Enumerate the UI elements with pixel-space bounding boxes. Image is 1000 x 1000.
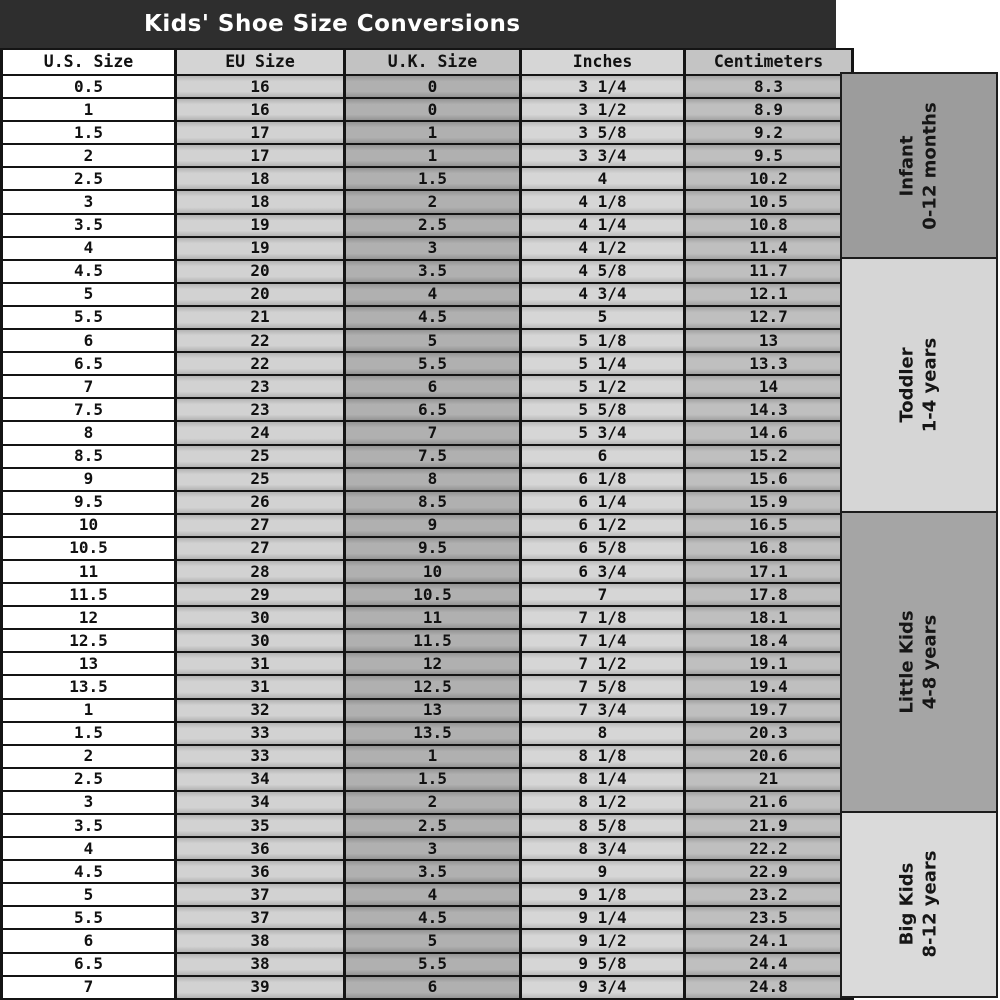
cell-centimeters: 19.1	[685, 652, 853, 675]
cell-centimeters: 15.6	[685, 468, 853, 491]
cell-u-k-size: 6	[345, 976, 521, 999]
cell-u-s-size: 0.5	[2, 75, 176, 98]
cell-inches: 8 1/2	[521, 791, 685, 814]
cell-u-k-size: 11.5	[345, 629, 521, 652]
cell-inches: 5 1/4	[521, 352, 685, 375]
cell-u-k-size: 3	[345, 837, 521, 860]
cell-u-s-size: 2	[2, 745, 176, 768]
cell-inches: 8 3/4	[521, 837, 685, 860]
cell-u-k-size: 1.5	[345, 768, 521, 791]
cell-u-s-size: 11.5	[2, 583, 176, 606]
cell-u-s-size: 6	[2, 329, 176, 352]
cell-eu-size: 33	[176, 745, 345, 768]
cell-centimeters: 16.5	[685, 514, 853, 537]
cell-u-k-size: 10.5	[345, 583, 521, 606]
cell-eu-size: 19	[176, 214, 345, 237]
cell-u-k-size: 2.5	[345, 814, 521, 837]
cell-centimeters: 17.1	[685, 560, 853, 583]
cell-u-k-size: 6.5	[345, 398, 521, 421]
cell-centimeters: 12.7	[685, 306, 853, 329]
table-row	[2, 976, 853, 999]
cell-centimeters: 14.3	[685, 398, 853, 421]
cell-inches: 7 1/2	[521, 652, 685, 675]
cell-centimeters: 21.9	[685, 814, 853, 837]
table-row	[2, 468, 853, 491]
cell-inches: 5	[521, 306, 685, 329]
cell-u-s-size: 4.5	[2, 860, 176, 883]
table-row	[2, 560, 853, 583]
cell-eu-size: 30	[176, 606, 345, 629]
table-row	[2, 514, 853, 537]
cell-eu-size: 33	[176, 722, 345, 745]
table-row	[2, 860, 853, 883]
cell-u-k-size: 0	[345, 75, 521, 98]
table-row	[2, 491, 853, 514]
cell-centimeters: 19.7	[685, 699, 853, 722]
table-row	[2, 144, 853, 167]
cell-u-s-size: 10.5	[2, 537, 176, 560]
cell-inches: 4	[521, 167, 685, 190]
cell-centimeters: 24.4	[685, 953, 853, 976]
cell-centimeters: 21	[685, 768, 853, 791]
cell-u-s-size: 6.5	[2, 953, 176, 976]
cell-inches: 5 3/4	[521, 421, 685, 444]
cell-u-s-size: 5	[2, 283, 176, 306]
table-row	[2, 421, 853, 444]
table-row	[2, 445, 853, 468]
cell-u-s-size: 3	[2, 791, 176, 814]
cell-inches: 6	[521, 445, 685, 468]
cell-inches: 3 1/2	[521, 98, 685, 121]
cell-u-k-size: 8.5	[345, 491, 521, 514]
cell-u-k-size: 5.5	[345, 953, 521, 976]
cell-u-k-size: 3.5	[345, 260, 521, 283]
cell-eu-size: 23	[176, 398, 345, 421]
cell-inches: 4 3/4	[521, 283, 685, 306]
cell-u-s-size: 1	[2, 699, 176, 722]
cell-u-s-size: 7	[2, 976, 176, 999]
table-row	[2, 768, 853, 791]
age-band-label: Big Kids 8-12 years	[896, 850, 941, 958]
cell-eu-size: 32	[176, 699, 345, 722]
cell-u-s-size: 4	[2, 237, 176, 260]
cell-inches: 4 1/8	[521, 190, 685, 213]
cell-eu-size: 38	[176, 953, 345, 976]
cell-inches: 6 1/4	[521, 491, 685, 514]
cell-u-k-size: 9	[345, 514, 521, 537]
cell-centimeters: 10.2	[685, 167, 853, 190]
table-row	[2, 791, 853, 814]
cell-centimeters: 10.8	[685, 214, 853, 237]
cell-u-s-size: 3.5	[2, 214, 176, 237]
cell-inches: 4 1/2	[521, 237, 685, 260]
age-band-little-kids	[840, 511, 998, 813]
cell-u-s-size: 7	[2, 375, 176, 398]
cell-eu-size: 38	[176, 929, 345, 952]
cell-eu-size: 22	[176, 329, 345, 352]
cell-eu-size: 36	[176, 860, 345, 883]
cell-u-s-size: 10	[2, 514, 176, 537]
age-band-toddler	[840, 257, 998, 513]
cell-u-k-size: 1	[345, 144, 521, 167]
cell-u-k-size: 1	[345, 121, 521, 144]
column-header-eu-size: EU Size	[176, 49, 345, 75]
cell-centimeters: 15.2	[685, 445, 853, 468]
cell-centimeters: 23.2	[685, 883, 853, 906]
cell-inches: 8 5/8	[521, 814, 685, 837]
cell-eu-size: 19	[176, 237, 345, 260]
table-row	[2, 98, 853, 121]
table-row	[2, 837, 853, 860]
cell-eu-size: 24	[176, 421, 345, 444]
table-body	[2, 75, 853, 999]
cell-u-k-size: 8	[345, 468, 521, 491]
cell-centimeters: 9.2	[685, 121, 853, 144]
cell-centimeters: 22.9	[685, 860, 853, 883]
cell-u-s-size: 5.5	[2, 906, 176, 929]
age-band-label: Toddler 1-4 years	[896, 337, 941, 433]
cell-centimeters: 23.5	[685, 906, 853, 929]
cell-centimeters: 9.5	[685, 144, 853, 167]
age-band-big-kids	[840, 811, 998, 998]
cell-inches: 5 1/2	[521, 375, 685, 398]
cell-u-s-size: 9	[2, 468, 176, 491]
cell-u-s-size: 2.5	[2, 167, 176, 190]
table-row	[2, 652, 853, 675]
cell-u-k-size: 6	[345, 375, 521, 398]
table-row	[2, 214, 853, 237]
cell-u-k-size: 11	[345, 606, 521, 629]
cell-eu-size: 18	[176, 167, 345, 190]
cell-centimeters: 24.1	[685, 929, 853, 952]
cell-eu-size: 31	[176, 675, 345, 698]
cell-inches: 6 5/8	[521, 537, 685, 560]
table-row	[2, 629, 853, 652]
table-row	[2, 75, 853, 98]
table-row	[2, 722, 853, 745]
cell-eu-size: 26	[176, 491, 345, 514]
cell-u-k-size: 3.5	[345, 860, 521, 883]
cell-inches: 7 1/4	[521, 629, 685, 652]
cell-inches: 8	[521, 722, 685, 745]
cell-u-k-size: 4	[345, 283, 521, 306]
cell-u-k-size: 5	[345, 329, 521, 352]
age-band-label: Infant 0-12 months	[896, 101, 941, 230]
table-row	[2, 953, 853, 976]
cell-u-k-size: 5.5	[345, 352, 521, 375]
cell-centimeters: 18.1	[685, 606, 853, 629]
cell-u-k-size: 1	[345, 745, 521, 768]
cell-centimeters: 20.3	[685, 722, 853, 745]
cell-u-k-size: 7	[345, 421, 521, 444]
table-row	[2, 675, 853, 698]
cell-inches: 9 1/8	[521, 883, 685, 906]
table-row	[2, 906, 853, 929]
table-row	[2, 190, 853, 213]
cell-inches: 8 1/8	[521, 745, 685, 768]
cell-u-s-size: 3.5	[2, 814, 176, 837]
cell-eu-size: 18	[176, 190, 345, 213]
cell-u-k-size: 2.5	[345, 214, 521, 237]
cell-u-k-size: 10	[345, 560, 521, 583]
cell-u-k-size: 13.5	[345, 722, 521, 745]
cell-centimeters: 15.9	[685, 491, 853, 514]
cell-centimeters: 21.6	[685, 791, 853, 814]
cell-inches: 5 1/8	[521, 329, 685, 352]
age-group-column	[840, 72, 998, 998]
cell-eu-size: 34	[176, 768, 345, 791]
cell-inches: 6 1/8	[521, 468, 685, 491]
table-row	[2, 398, 853, 421]
table-row	[2, 167, 853, 190]
cell-eu-size: 25	[176, 468, 345, 491]
cell-u-s-size: 13.5	[2, 675, 176, 698]
cell-u-k-size: 12.5	[345, 675, 521, 698]
table-row	[2, 352, 853, 375]
cell-u-k-size: 4.5	[345, 306, 521, 329]
column-header-inches: Inches	[521, 49, 685, 75]
cell-eu-size: 29	[176, 583, 345, 606]
table-row	[2, 121, 853, 144]
cell-eu-size: 23	[176, 375, 345, 398]
table-row	[2, 329, 853, 352]
cell-centimeters: 14.6	[685, 421, 853, 444]
cell-eu-size: 39	[176, 976, 345, 999]
cell-centimeters: 14	[685, 375, 853, 398]
cell-eu-size: 30	[176, 629, 345, 652]
cell-inches: 5 5/8	[521, 398, 685, 421]
cell-u-k-size: 5	[345, 929, 521, 952]
cell-inches: 6 1/2	[521, 514, 685, 537]
cell-inches: 9 1/4	[521, 906, 685, 929]
cell-u-s-size: 4.5	[2, 260, 176, 283]
cell-inches: 7 5/8	[521, 675, 685, 698]
table-row	[2, 606, 853, 629]
cell-u-k-size: 1.5	[345, 167, 521, 190]
cell-u-k-size: 2	[345, 791, 521, 814]
conversion-table	[0, 48, 854, 1000]
cell-inches: 9 3/4	[521, 976, 685, 999]
cell-centimeters: 19.4	[685, 675, 853, 698]
cell-eu-size: 22	[176, 352, 345, 375]
cell-eu-size: 27	[176, 537, 345, 560]
cell-centimeters: 24.8	[685, 976, 853, 999]
cell-eu-size: 25	[176, 445, 345, 468]
table-header-row	[2, 49, 853, 75]
cell-inches: 3 1/4	[521, 75, 685, 98]
cell-u-s-size: 12	[2, 606, 176, 629]
title-bar	[0, 0, 836, 48]
cell-u-s-size: 13	[2, 652, 176, 675]
cell-eu-size: 35	[176, 814, 345, 837]
cell-u-s-size: 6.5	[2, 352, 176, 375]
age-band-label: Little Kids 4-8 years	[896, 610, 941, 714]
cell-u-s-size: 4	[2, 837, 176, 860]
cell-u-k-size: 7.5	[345, 445, 521, 468]
cell-centimeters: 20.6	[685, 745, 853, 768]
cell-eu-size: 20	[176, 260, 345, 283]
cell-centimeters: 22.2	[685, 837, 853, 860]
cell-inches: 9 1/2	[521, 929, 685, 952]
table-row	[2, 929, 853, 952]
cell-centimeters: 8.9	[685, 98, 853, 121]
cell-u-k-size: 4.5	[345, 906, 521, 929]
column-header-u-s-size: U.S. Size	[2, 49, 176, 75]
cell-eu-size: 16	[176, 98, 345, 121]
cell-eu-size: 27	[176, 514, 345, 537]
cell-inches: 6 3/4	[521, 560, 685, 583]
cell-eu-size: 21	[176, 306, 345, 329]
cell-u-k-size: 0	[345, 98, 521, 121]
cell-inches: 7 1/8	[521, 606, 685, 629]
cell-u-k-size: 2	[345, 190, 521, 213]
table-header	[2, 49, 853, 75]
cell-eu-size: 20	[176, 283, 345, 306]
cell-inches: 8 1/4	[521, 768, 685, 791]
cell-u-k-size: 9.5	[345, 537, 521, 560]
cell-u-s-size: 1.5	[2, 121, 176, 144]
cell-u-s-size: 3	[2, 190, 176, 213]
table-row	[2, 260, 853, 283]
cell-centimeters: 12.1	[685, 283, 853, 306]
cell-inches: 7	[521, 583, 685, 606]
table-row	[2, 883, 853, 906]
cell-u-k-size: 13	[345, 699, 521, 722]
table-row	[2, 699, 853, 722]
cell-u-s-size: 7.5	[2, 398, 176, 421]
table-row	[2, 283, 853, 306]
cell-u-s-size: 11	[2, 560, 176, 583]
cell-u-k-size: 3	[345, 237, 521, 260]
cell-centimeters: 16.8	[685, 537, 853, 560]
cell-inches: 9 5/8	[521, 953, 685, 976]
cell-centimeters: 13	[685, 329, 853, 352]
cell-eu-size: 17	[176, 121, 345, 144]
cell-inches: 4 1/4	[521, 214, 685, 237]
table-row	[2, 537, 853, 560]
cell-inches: 3 3/4	[521, 144, 685, 167]
cell-centimeters: 18.4	[685, 629, 853, 652]
table-row	[2, 814, 853, 837]
table-row	[2, 745, 853, 768]
cell-u-s-size: 5	[2, 883, 176, 906]
cell-u-s-size: 8.5	[2, 445, 176, 468]
cell-eu-size: 37	[176, 883, 345, 906]
cell-centimeters: 17.8	[685, 583, 853, 606]
cell-u-s-size: 2	[2, 144, 176, 167]
table-row	[2, 583, 853, 606]
cell-eu-size: 17	[176, 144, 345, 167]
cell-u-s-size: 1.5	[2, 722, 176, 745]
cell-centimeters: 13.3	[685, 352, 853, 375]
cell-centimeters: 10.5	[685, 190, 853, 213]
cell-u-s-size: 2.5	[2, 768, 176, 791]
cell-centimeters: 11.4	[685, 237, 853, 260]
cell-u-s-size: 12.5	[2, 629, 176, 652]
cell-inches: 7 3/4	[521, 699, 685, 722]
table-row	[2, 237, 853, 260]
cell-inches: 4 5/8	[521, 260, 685, 283]
column-header-centimeters: Centimeters	[685, 49, 853, 75]
cell-eu-size: 16	[176, 75, 345, 98]
column-header-u-k-size: U.K. Size	[345, 49, 521, 75]
cell-inches: 9	[521, 860, 685, 883]
cell-eu-size: 31	[176, 652, 345, 675]
cell-eu-size: 37	[176, 906, 345, 929]
cell-eu-size: 28	[176, 560, 345, 583]
age-band-infant	[840, 72, 998, 259]
cell-eu-size: 34	[176, 791, 345, 814]
cell-u-s-size: 5.5	[2, 306, 176, 329]
cell-u-s-size: 9.5	[2, 491, 176, 514]
cell-u-s-size: 6	[2, 929, 176, 952]
cell-inches: 3 5/8	[521, 121, 685, 144]
cell-eu-size: 36	[176, 837, 345, 860]
cell-u-s-size: 8	[2, 421, 176, 444]
cell-u-k-size: 4	[345, 883, 521, 906]
table-row	[2, 306, 853, 329]
table-row	[2, 375, 853, 398]
cell-centimeters: 8.3	[685, 75, 853, 98]
page-title: Kids' Shoe Size Conversions	[144, 11, 521, 37]
cell-u-k-size: 12	[345, 652, 521, 675]
cell-u-s-size: 1	[2, 98, 176, 121]
cell-centimeters: 11.7	[685, 260, 853, 283]
